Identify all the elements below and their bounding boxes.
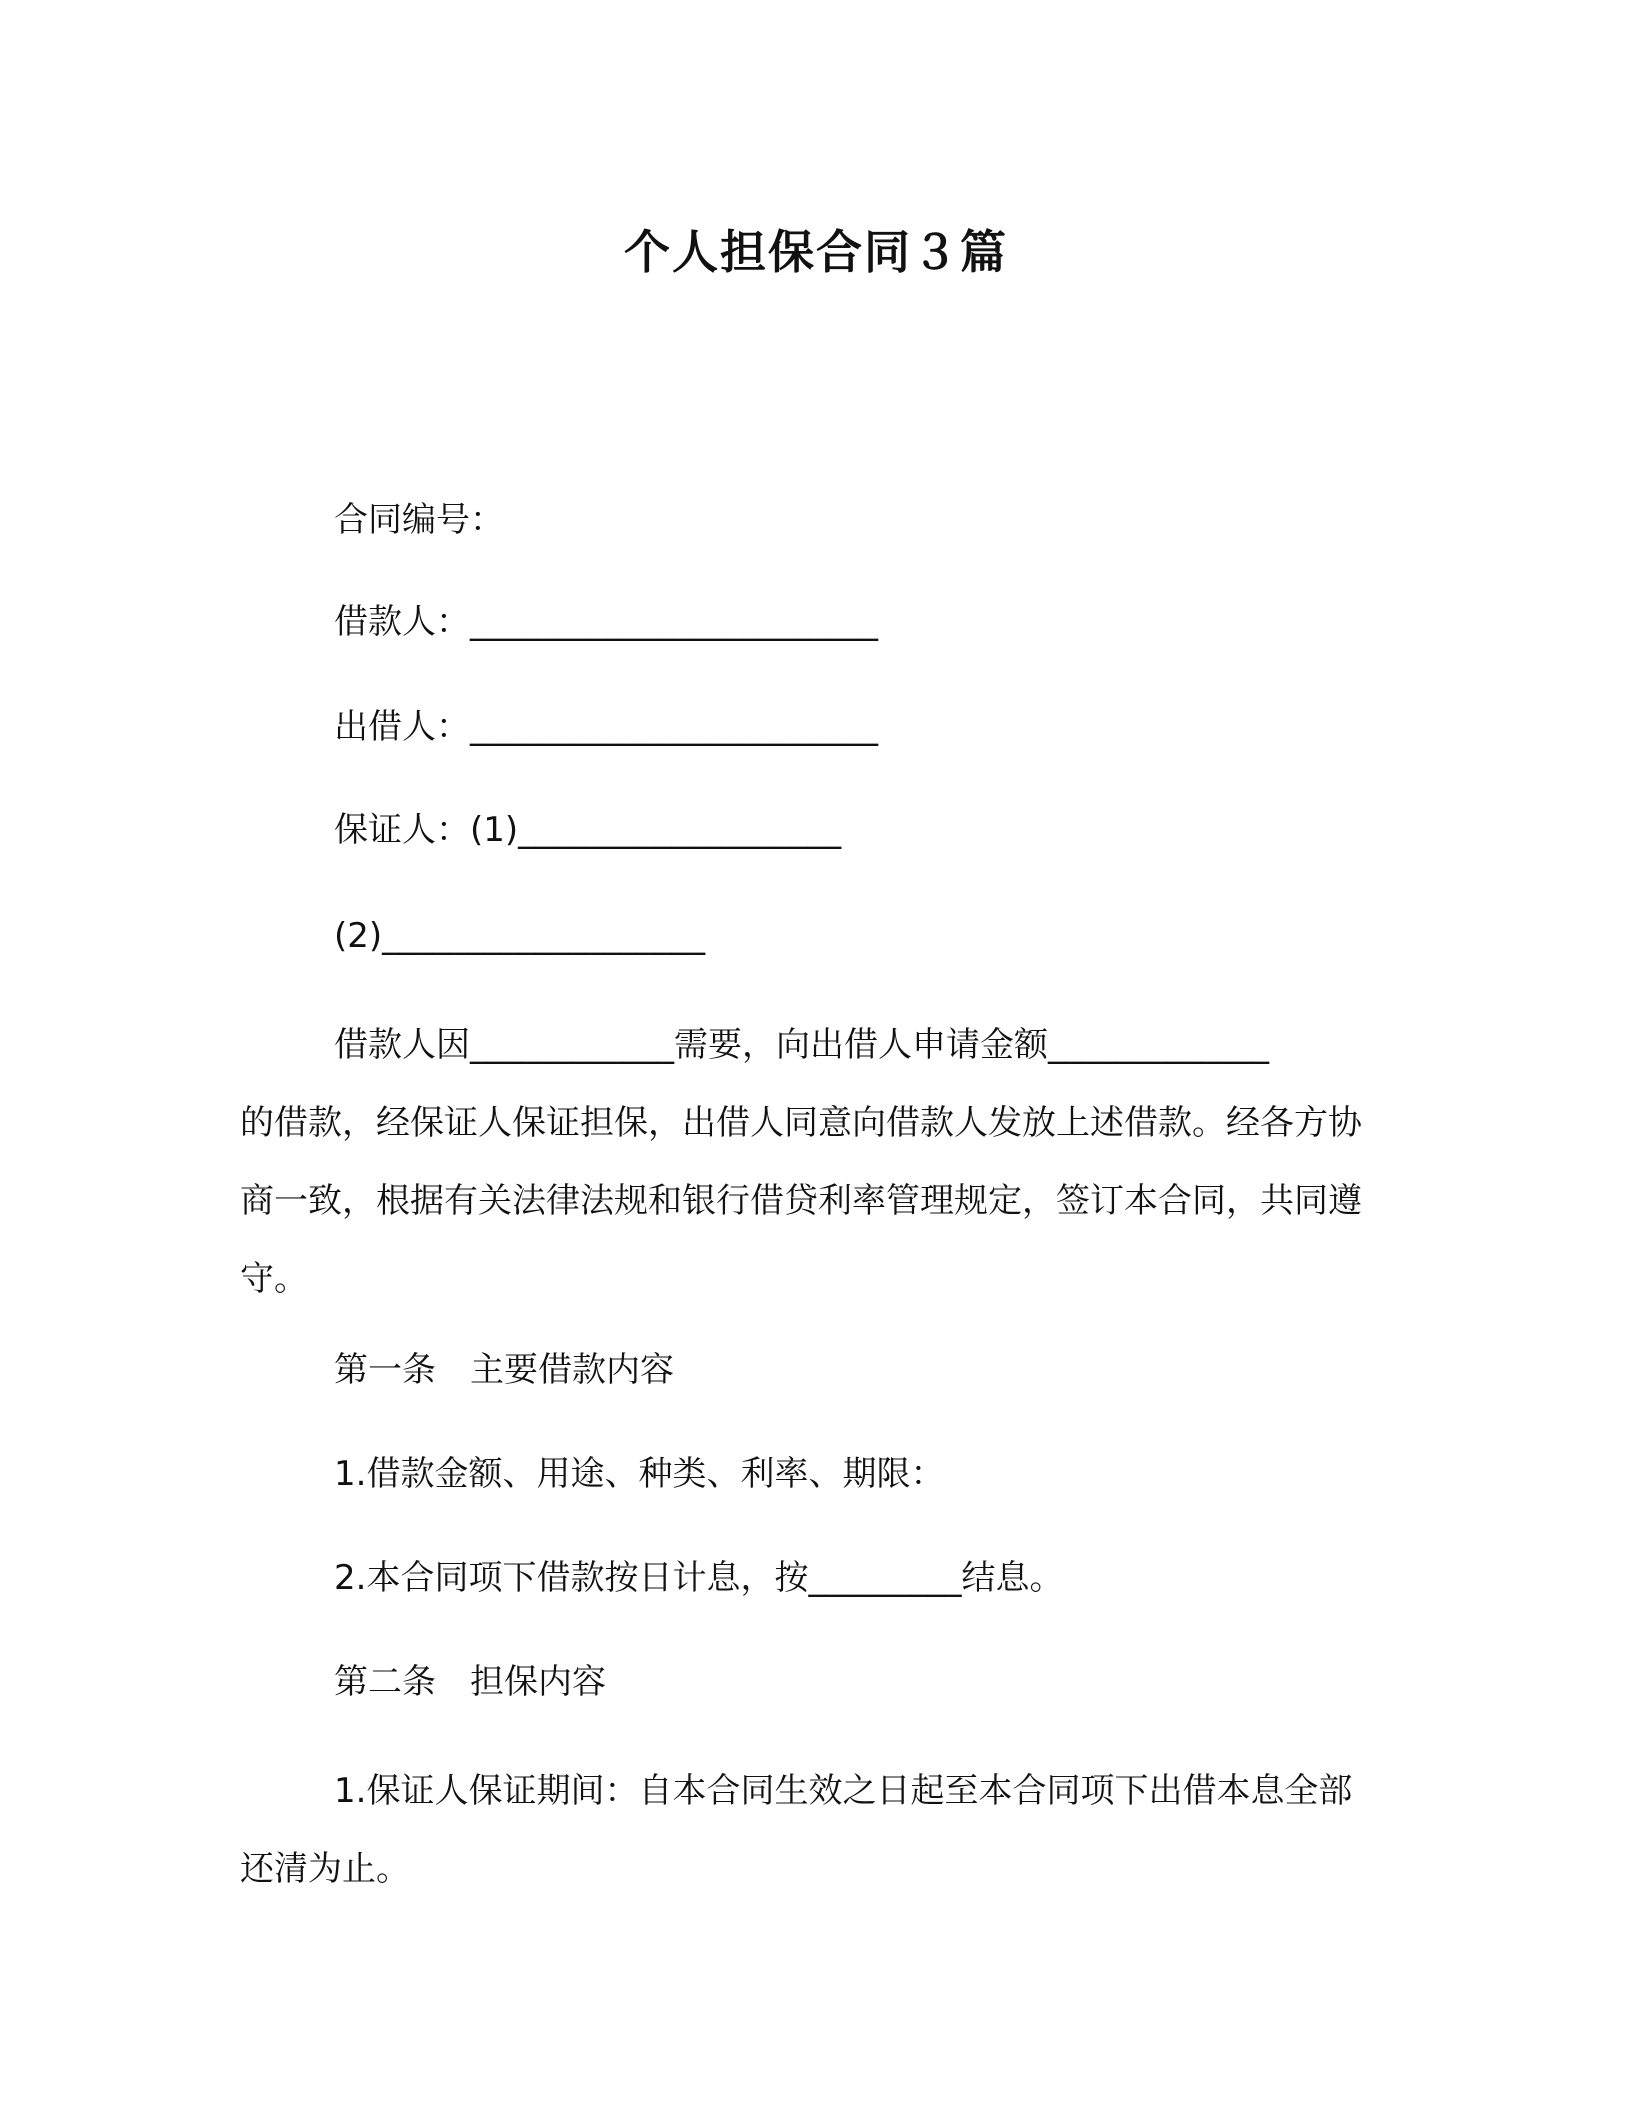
article-1-item-1: 1.借款金额、用途、种类、利率、期限： [334, 1454, 945, 1494]
intro-paragraph-first-line: 借款人因____________需要，向出借人申请金额_____________ [334, 1025, 1269, 1065]
intro-paragraph-rest: 的借款，经保证人保证担保，出借人同意向借款人发放上述借款。经各方协商一致，根据有关法律法规和银行借贷利率管理规定，签订本合同，共同遵守。 [240, 1103, 1362, 1299]
article-1-item-2: 2.本合同项下借款按日计息，按_________结息。 [334, 1558, 1064, 1598]
article-2-heading: 第二条 担保内容 [334, 1662, 606, 1702]
contract-number-label: 合同编号： [334, 500, 504, 540]
intro-paragraph [240, 1006, 1370, 1318]
lender-line: 出借人：________________________ [334, 707, 878, 747]
article-2-item-1: 1.保证人保证期间：自本合同生效之日起至本合同项下出借本息全部还清为止。 [240, 1771, 1353, 1889]
document-title: 个人担保合同３篇 [624, 225, 1008, 279]
guarantor-line-2: (2)___________________ [334, 916, 706, 956]
guarantor-line-1: 保证人：(1)___________________ [334, 810, 842, 850]
article-1-heading: 第一条 主要借款内容 [334, 1350, 674, 1390]
borrower-line: 借款人：________________________ [334, 602, 878, 642]
